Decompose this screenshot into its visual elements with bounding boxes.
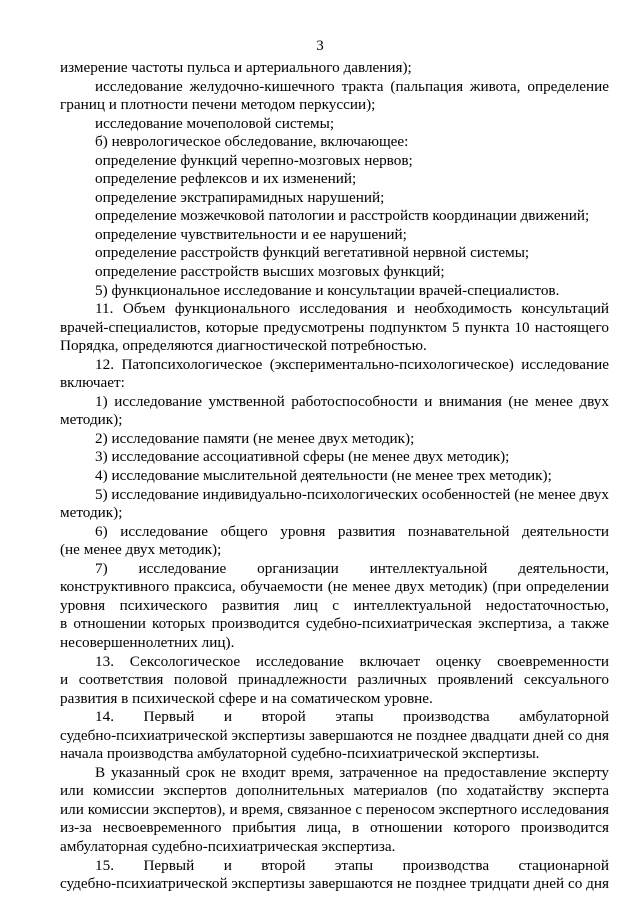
text-line: определение рефлексов и их изменений; bbox=[95, 170, 357, 188]
text-line: амбулаторная судебно-психиатрическая экспертиза. bbox=[60, 837, 396, 855]
text-line: включает: bbox=[60, 374, 125, 392]
text-line: определение расстройств высших мозговых функций; bbox=[95, 263, 445, 281]
text-line: из-за несвоевременного прибытия лица, в отношении которого производится bbox=[60, 819, 609, 837]
text-line: уровня психического развития лиц с интеллектуальной недостаточностью, bbox=[60, 596, 609, 614]
text-line: б) неврологическое обследование, включающее: bbox=[95, 133, 409, 151]
text-line: методик); bbox=[60, 411, 123, 429]
page-number: 3 bbox=[316, 38, 324, 54]
text-line: измерение частоты пульса и артериального давления); bbox=[60, 59, 412, 76]
text-line: определение расстройств функций вегетативной нервной системы; bbox=[95, 244, 530, 262]
text-line: врачей-специалистов, которые предусмотрены подпунктом 5 пункта 10 настоящего bbox=[60, 318, 609, 336]
text-line: или комиссии экспертов), и время, связанное с переносом экспертного исследования bbox=[60, 800, 609, 818]
text-line: определение чувствительности и ее нарушений; bbox=[95, 225, 407, 243]
text-line: 2) исследование памяти (не менее двух методик); bbox=[95, 429, 415, 447]
text-line: Порядка, определяются диагностической потребностью. bbox=[60, 337, 427, 355]
text-line: методик); bbox=[60, 504, 123, 522]
text-line: исследование мочеполовой системы; bbox=[95, 114, 335, 132]
text-line: 13. Сексологическое исследование включает оценку своевременности bbox=[95, 652, 609, 670]
text-line: определение мозжечковой патологии и расстройств координации движений; bbox=[95, 207, 590, 225]
text-line: или комиссии экспертов дополнительных материалов (по ходатайству эксперта bbox=[60, 782, 609, 800]
text-line: 5) функциональное исследование и консультации врачей-специалистов. bbox=[95, 281, 560, 299]
text-line: 14. Первый и второй этапы производства амбулаторной bbox=[95, 708, 609, 726]
text-line: начала производства амбулаторной судебно-психиатрической экспертизы. bbox=[60, 745, 540, 763]
text-line: 6) исследование общего уровня развития познавательной деятельности bbox=[95, 522, 609, 540]
text-line: исследование желудочно-кишечного тракта (пальпация живота, определение bbox=[95, 77, 609, 95]
text-line: В указанный срок не входит время, затраченное на предоставление эксперту bbox=[95, 763, 609, 781]
text-line: 3) исследование ассоциативной сферы (не менее двух методик); bbox=[95, 448, 510, 466]
text-line: 1) исследование умственной работоспособности и внимания (не менее двух bbox=[95, 392, 609, 410]
text-line: развития в психической сфере и на соматическом уровне. bbox=[60, 689, 433, 707]
text-line: определение функций черепно-мозговых нервов; bbox=[95, 151, 413, 169]
text-line: (не менее двух методик); bbox=[60, 541, 222, 559]
text-line: судебно-психиатрической экспертизы завершаются не позднее двадцати дней со дня bbox=[60, 726, 609, 744]
text-line: 12. Патопсихологическое (экспериментально-психологическое) исследование bbox=[95, 355, 609, 373]
text-line: 7) исследование организации интеллектуальной деятельности, bbox=[95, 559, 609, 577]
text-line: определение экстрапирамидных нарушений; bbox=[95, 188, 385, 206]
text-line: судебно-психиатрической экспертизы завершаются не позднее тридцати дней со дня bbox=[60, 875, 609, 893]
text-line: 15. Первый и второй этапы производства стационарной bbox=[95, 856, 609, 874]
text-line: конструктивного праксиса, обучаемости (не менее двух методик) (при определении bbox=[60, 578, 609, 596]
document-body bbox=[60, 59, 609, 894]
text-line: 11. Объем функционального исследования и необходимость консультаций bbox=[95, 300, 609, 318]
text-line: и соответствия половой принадлежности различных проявлений сексуального bbox=[60, 671, 609, 689]
text-line: 5) исследование индивидуально-психологических особенностей (не менее двух bbox=[95, 486, 609, 503]
text-line: 4) исследование мыслительной деятельности (не менее трех методик); bbox=[95, 467, 552, 485]
text-line: границ и плотности печени методом перкуссии); bbox=[60, 96, 376, 114]
text-line: несовершеннолетних лиц). bbox=[60, 633, 235, 651]
text-line: в отношении которых производится судебно-психиатрическая экспертиза, а также bbox=[60, 615, 609, 633]
